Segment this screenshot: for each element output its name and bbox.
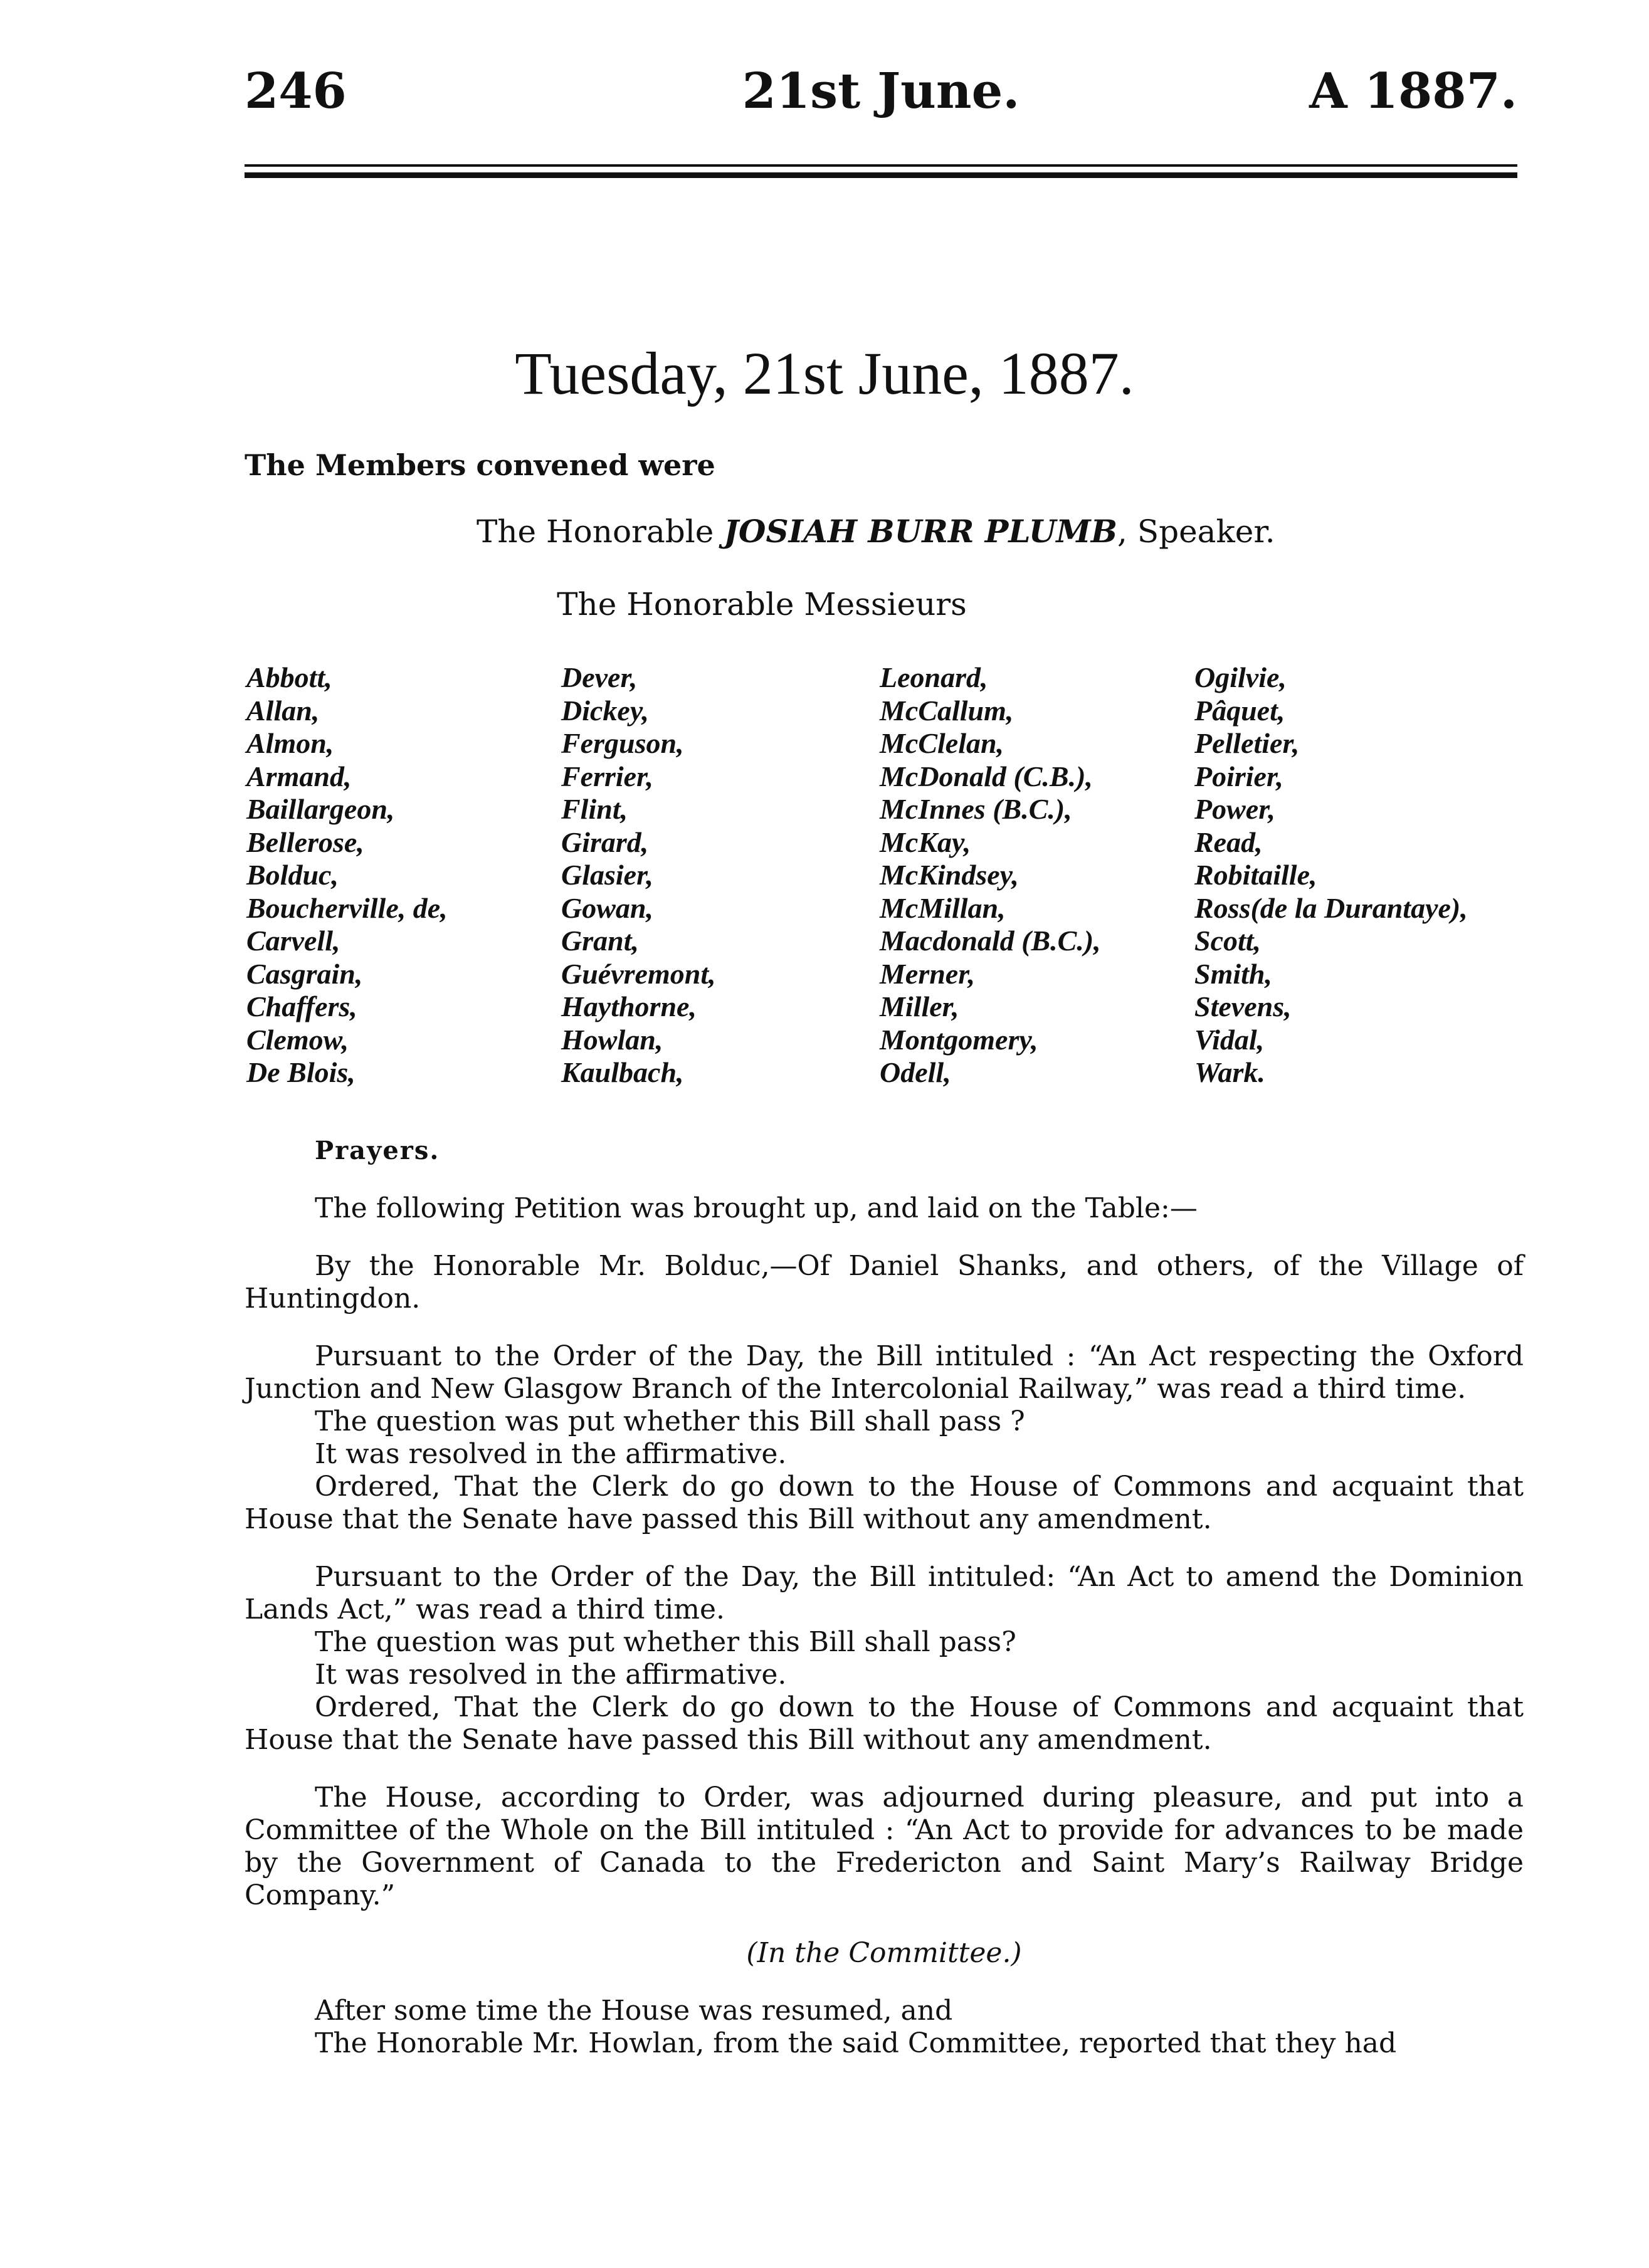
member-name: Dickey, <box>561 694 650 727</box>
member-name: Almon, <box>246 727 334 759</box>
member-name: Pelletier, <box>1194 727 1300 759</box>
member-name: Poirier, <box>1194 760 1283 792</box>
member-name: Read, <box>1194 826 1263 858</box>
member-name: Leonard, <box>880 661 988 693</box>
member-name: Flint, <box>561 793 628 825</box>
header-rule-thick <box>245 172 1517 178</box>
member-name: Armand, <box>246 760 352 792</box>
member-name: Scott, <box>1194 925 1262 957</box>
member-name: Howlan, <box>561 1023 663 1056</box>
bill2-ordered: Ordered, That the Clerk do go down to the House of Commons and acquaint that House that the Senate have passed this Bill without any amendment. <box>245 1691 1524 1756</box>
member-name: Ferrier, <box>561 760 653 792</box>
header-rule-thin <box>245 164 1517 167</box>
bill2-question: The question was put whether this Bill shall pass? <box>315 1626 1016 1658</box>
page-title: Tuesday, 21st June, 1887. <box>515 340 1134 407</box>
bill1-question: The question was put whether this Bill shall pass ? <box>315 1405 1025 1437</box>
member-name: Carvell, <box>246 925 340 957</box>
prayers-heading: Prayers. <box>315 1136 440 1165</box>
member-name: Pâquet, <box>1194 694 1285 727</box>
members-column-3 <box>880 661 1101 1089</box>
member-name: Kaulbach, <box>561 1056 684 1088</box>
speaker-suffix: , Speaker. <box>1117 513 1275 550</box>
member-name: McDonald (C.B.), <box>880 760 1093 792</box>
members-column-1 <box>246 661 448 1089</box>
bill1-ordered: Ordered, That the Clerk do go down to the House of Commons and acquaint that House that the Senate have passed this Bill without any amendment. <box>245 1471 1524 1535</box>
member-name: Allan, <box>246 694 320 727</box>
member-name: Grant, <box>561 925 639 957</box>
member-name: Clemow, <box>246 1023 349 1056</box>
member-name: Montgomery, <box>880 1023 1038 1056</box>
member-name: Bellerose, <box>246 826 364 858</box>
member-name: Smith, <box>1194 957 1273 990</box>
member-name: Stevens, <box>1194 990 1292 1022</box>
speaker-name: JOSIAH BURR PLUMB <box>724 513 1118 550</box>
header-year: A 1887. <box>1309 63 1517 120</box>
speaker-prefix: The Honorable <box>477 513 714 550</box>
house-resumed: After some time the House was resumed, and <box>315 1995 953 2027</box>
member-name: McKindsey, <box>880 859 1019 891</box>
member-name: Wark. <box>1194 1056 1265 1088</box>
member-name: Abbott, <box>246 661 332 693</box>
bill2-resolved: It was resolved in the affirmative. <box>315 1659 787 1691</box>
member-name: Chaffers, <box>246 990 357 1022</box>
member-name: Vidal, <box>1194 1023 1265 1056</box>
member-name: Miller, <box>880 990 959 1022</box>
members-intro: The Members convened were <box>245 448 715 482</box>
member-name: De Blois, <box>246 1056 356 1088</box>
members-column-4 <box>1194 661 1468 1089</box>
in-committee: (In the Committee.) <box>746 1937 1022 1969</box>
page-header <box>245 63 1517 138</box>
header-date: 21st June. <box>742 63 1020 120</box>
bill1-order: Pursuant to the Order of the Day, the Bill intituled : “An Act respecting the Oxford Junction and New Glasgow Branch of the Intercolonial Railway,” was read a third time. <box>245 1340 1524 1405</box>
member-name: McClelan, <box>880 727 1004 759</box>
member-name: Girard, <box>561 826 649 858</box>
member-name: Robitaille, <box>1194 859 1317 891</box>
member-name: Bolduc, <box>246 859 339 891</box>
committee-intro: The House, according to Order, was adjourned during pleasure, and put into a Committee of the Whole on the Bill intituled : “An Act to provide for advances to be made by the Government of Canada to the Fredericton and Saint Mary’s Railway Bridge Company.” <box>245 1782 1524 1911</box>
proceedings-text <box>245 1135 1524 2060</box>
speaker-line <box>477 513 1275 550</box>
member-name: Guévremont, <box>561 957 716 990</box>
member-name: McInnes (B.C.), <box>880 793 1072 825</box>
member-name: Merner, <box>880 957 976 990</box>
member-name: McMillan, <box>880 891 1006 924</box>
member-name: Boucherville, de, <box>246 891 448 924</box>
bill1-resolved: It was resolved in the affirmative. <box>315 1438 787 1470</box>
member-name: Power, <box>1194 793 1276 825</box>
member-name: Casgrain, <box>246 957 363 990</box>
member-name: Ogilvie, <box>1194 661 1287 693</box>
committee-report: The Honorable Mr. Howlan, from the said Committee, reported that they had <box>315 2027 1397 2059</box>
members-column-2 <box>561 661 716 1089</box>
member-name: Ferguson, <box>561 727 684 759</box>
member-name: Baillargeon, <box>246 793 395 825</box>
petition-entry: By the Honorable Mr. Bolduc,—Of Daniel Shanks, and others, of the Village of Huntingdon. <box>245 1250 1524 1315</box>
member-name: McKay, <box>880 826 971 858</box>
member-name: Macdonald (B.C.), <box>880 925 1101 957</box>
member-name: Odell, <box>880 1056 951 1088</box>
bill2-order: Pursuant to the Order of the Day, the Bill intituled: “An Act to amend the Dominion Lands Act,” was read a third time. <box>245 1561 1524 1625</box>
messieurs-heading: The Honorable Messieurs <box>557 586 967 622</box>
member-name: Ross(de la Durantaye), <box>1194 891 1468 924</box>
member-name: Gowan, <box>561 891 653 924</box>
member-name: Haythorne, <box>561 990 697 1022</box>
petition-intro: The following Petition was brought up, and laid on the Table:— <box>315 1192 1198 1224</box>
member-name: McCallum, <box>880 694 1014 727</box>
member-name: Glasier, <box>561 859 653 891</box>
members-list <box>0 661 1649 1100</box>
page-number: 246 <box>245 63 347 120</box>
member-name: Dever, <box>561 661 638 693</box>
